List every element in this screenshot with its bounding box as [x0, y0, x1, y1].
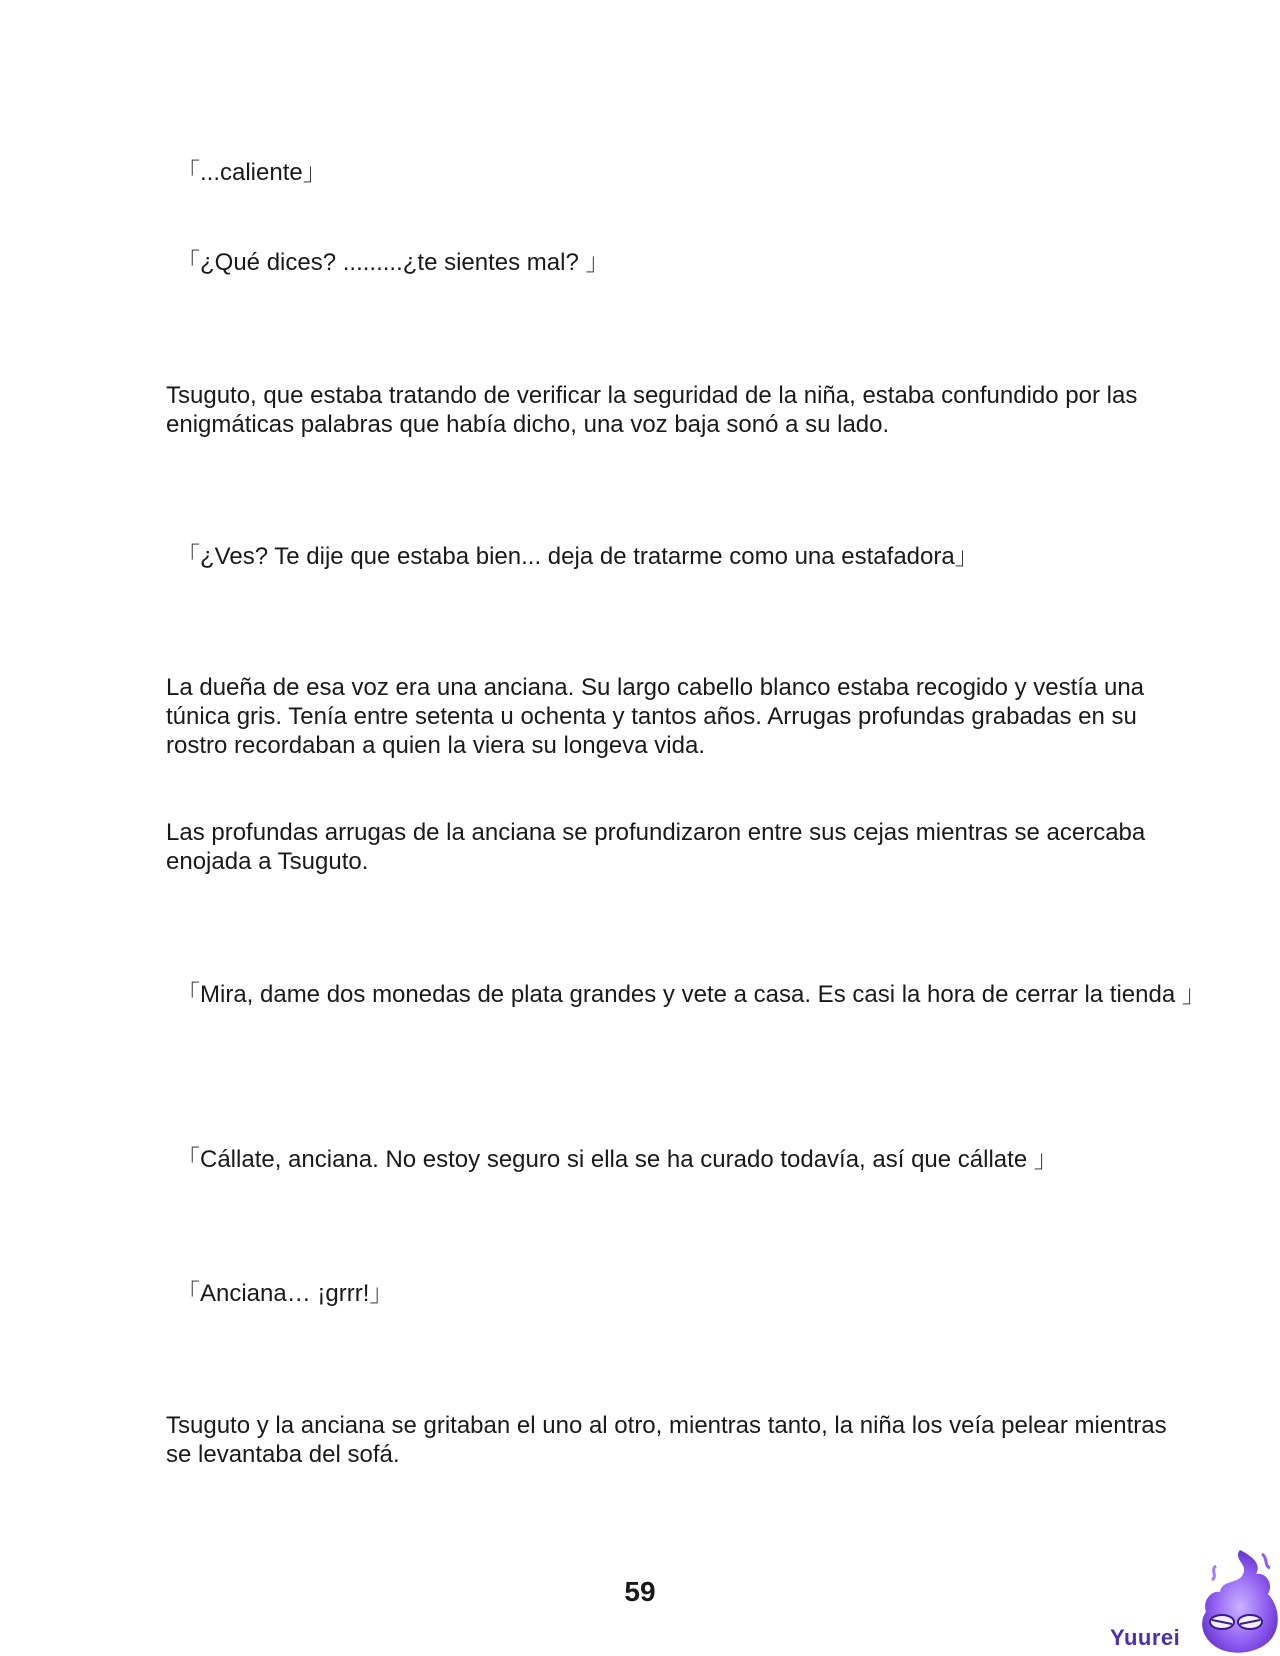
narration-paragraph: Las profundas arrugas de la anciana se profundizaron entre sus cejas mientras se acercaba enojada a Tsuguto.	[166, 819, 1146, 875]
dialogue-line: 「Anciana… ¡grrr!」	[176, 1280, 394, 1307]
narration-paragraph: Tsuguto y la anciana se gritaban el uno al otro, mientras tanto, la niña los veía pelear mientras se levantaba del sofá.	[166, 1412, 1167, 1468]
page-number: 59	[624, 1576, 656, 1607]
narration-paragraph: La dueña de esa voz era una anciana. Su largo cabello blanco estaba recogido y vestía una túnica gris. Tenía entre setenta u ochenta y tantos años. Arrugas profundas grabadas en su rostro recordaban a quien la viera su longeva vida.	[166, 674, 1145, 759]
dialogue-line: 「¿Ves? Te dije que estaba bien... deja de tratarme como una estafadora」	[176, 543, 979, 570]
dialogue-line: 「...caliente」	[176, 159, 327, 186]
brand-label: Yuurei	[1110, 1625, 1181, 1650]
dialogue-line: 「Mira, dame dos monedas de plata grandes y vete a casa. Es casi la hora de cerrar la tienda 」	[176, 981, 1206, 1008]
dialogue-line: 「Cállate, anciana. No estoy seguro si ella se ha curado todavía, así que cállate 」	[176, 1146, 1058, 1173]
narration-paragraph: Tsuguto, que estaba tratando de verificar la seguridad de la niña, estaba confundido por las enigmáticas palabras que había dicho, una voz baja sonó a su lado.	[166, 382, 1138, 438]
ghost-icon	[1192, 1546, 1280, 1656]
dialogue-line: 「¿Qué dices? .........¿te sientes mal? 」	[176, 249, 610, 276]
